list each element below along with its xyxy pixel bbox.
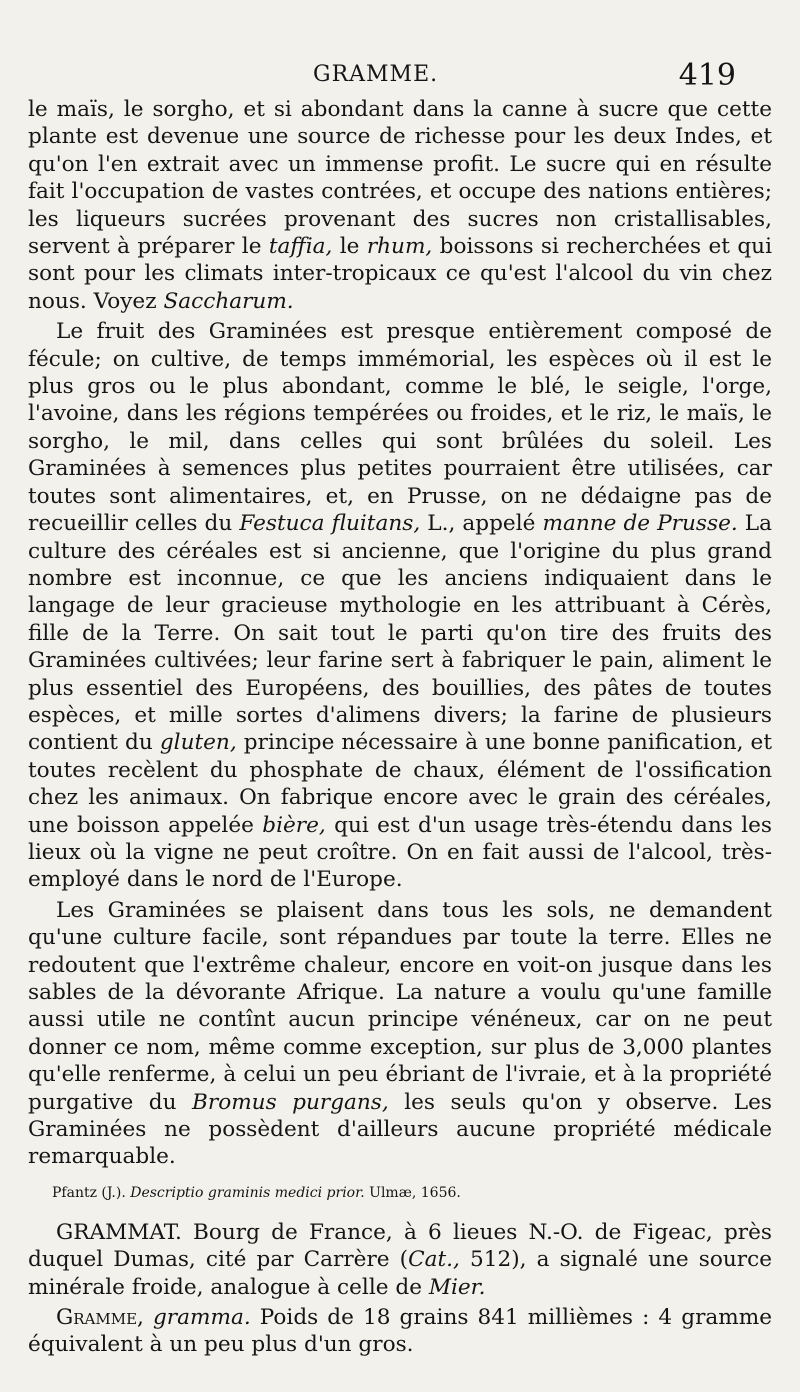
text: La culture des céréales est si ancienne, que l'origine du plus grand nombre est inconnue, ce que les anciens indiquaient dans le langage de leur gracieuse mythologie en les attribuant à Cérès, fille de la Terre. On sait tout le parti qu'on tire des fruits des Graminées cultivées; leur farine sert à fabriquer le pain, aliment le plus essentiel des Européens, des bouillies, des pâtes de toutes espèces, et mille sortes d'alimens divers; la farine de plusieurs contient du <box>28 511 772 756</box>
paragraph-1 <box>28 96 772 315</box>
text: Les Graminées se plaisent dans tous les sols, ne demandent qu'une culture facile, sont répandues par toute la terre. Elles ne redoutent que l'extrême chaleur, encore en voit-on jusque dans les sables de la dévorante Afrique. La nature a voulu qu'une famille aussi utile ne contînt aucun principe vénéneux, car on ne peut donner ce nom, même comme exception, sur plus de 3,000 plantes qu'elle renferme, à celui un peu ébriant de l'ivraie, et à la propriété purgative du <box>28 897 772 1115</box>
italic-term: Bromus purgans, <box>192 1089 389 1115</box>
text: Le fruit des Graminées est presque entièrement composé de fécule; on cultive, de temps immémorial, les espèces où il est le plus gros ou le plus abondant, comme le blé, le seigle, l'orge, l'avoine, dans les régions tempérées ou froides, et le riz, le maïs, le sorgho, le mil, dans celles qui sont brûlées du soleil. Les Graminées à semences plus petites pourraient être utilisées, car toutes sont alimentaires, et, en Prusse, on ne dédaigne pas de recueillir celles du <box>28 319 772 537</box>
entry-headword: GRAMMAT. <box>56 1219 182 1245</box>
entry-text: Bourg de France, à 6 lieues N.-O. de Figeac, près duquel Dumas, cité par Carrère ( <box>28 1219 772 1273</box>
text: le maïs, le sorgho, et si abondant dans la canne à sucre que cette plante est devenue une source de richesse pour les deux Indes, et qu'on l'en extrait avec un immense profit. Le sucre qui en résulte fait l'occupation de vastes contrées, et occupe des nations entières; les liqueurs sucrées provenant des sucres non cristallisables, servent à préparer le <box>28 97 772 260</box>
entry-headword: Gramme <box>56 1305 138 1331</box>
entry-text: Poids de 18 grains 841 millièmes : 4 gramme équivalent à un peu plus d'un gros. <box>28 1305 772 1358</box>
entry-citation: Cat., <box>408 1247 460 1273</box>
page-header <box>0 60 800 94</box>
bibliography-note <box>52 1183 772 1203</box>
text: principe nécessaire à une bonne panification, et toutes recèlent du phosphate de chaux, élément de l'ossification chez les animaux. On fabrique encore avec le grain des céréales, une boisson appelée <box>28 730 772 838</box>
page-number: 419 <box>678 58 736 93</box>
entry-grammat <box>28 1219 772 1301</box>
entry-text: 512), a signalé une source minérale froide, analogue à celle de <box>28 1247 772 1300</box>
entry-gramme <box>28 1304 772 1359</box>
biblio-title: Descriptio graminis medici prior. <box>130 1184 365 1201</box>
running-head: GRAMME. <box>313 62 439 87</box>
italic-term: Festuca fluitans, <box>239 511 421 537</box>
entry-latin-term: gramma. <box>152 1305 251 1331</box>
paragraph-2 <box>28 318 772 894</box>
italic-term: Saccharum. <box>163 288 294 314</box>
text: les seuls qu'on y observe. Les Graminées ne possèdent d'ailleurs aucune propriété médicale remarquable. <box>28 1089 773 1170</box>
italic-term: bière, <box>262 812 326 838</box>
biblio-rest: Ulmæ, 1656. <box>364 1184 461 1201</box>
italic-term: rhum, <box>366 234 433 260</box>
entry-place: Mier. <box>428 1274 486 1300</box>
text: qui est d'un usage très-étendu dans les lieux où la vigne ne peut croître. On en fait aussi de l'alcool, très-employé dans le nord de l'Europe. <box>28 812 773 893</box>
page-body <box>28 96 772 1362</box>
text: le <box>332 234 367 260</box>
italic-term: taffia, <box>268 234 333 260</box>
biblio-author: Pfantz (J.). <box>52 1184 126 1201</box>
text: L., appelé <box>420 511 543 537</box>
entry-separator: , <box>137 1305 153 1331</box>
paragraph-3 <box>28 897 772 1171</box>
text: boissons si recherchées et qui sont pour les climats inter-tropicaux ce qu'est l'alcool du vin chez nous. Voyez <box>28 234 772 314</box>
italic-term: manne de Prusse. <box>542 511 738 537</box>
italic-term: gluten, <box>159 730 237 756</box>
